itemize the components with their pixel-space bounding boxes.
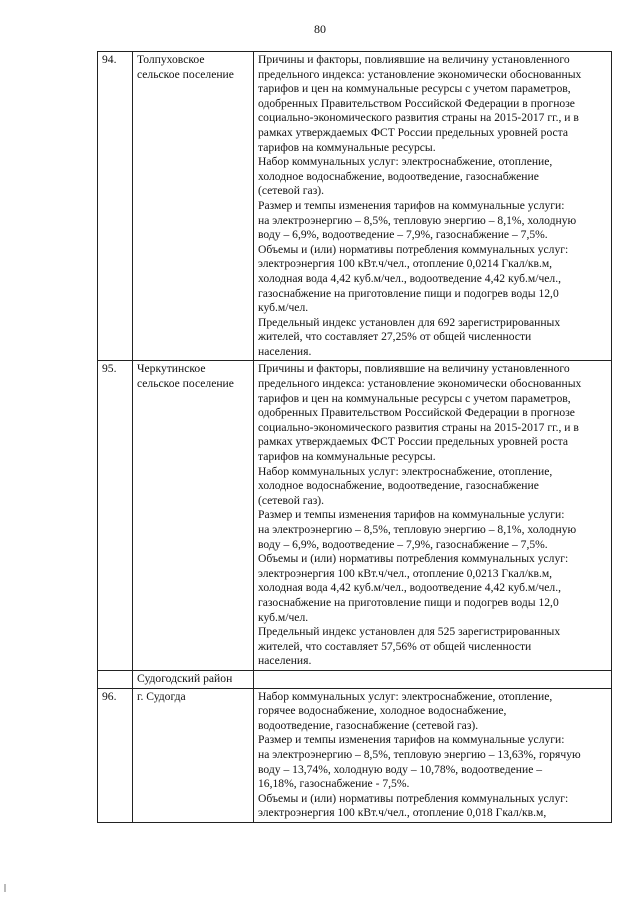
table-row (98, 688, 612, 822)
description-line: Размер и темпы изменения тарифов на коммунальные услуги: (258, 508, 565, 522)
description-line: куб.м/чел. (258, 610, 309, 624)
cell-number (98, 670, 133, 688)
section-row (98, 670, 612, 688)
settlement-name-line: Черкутинское (137, 362, 206, 376)
description-line: рамках утверждаемых ФСТ России предельных уровней роста (258, 125, 569, 139)
description-paragraph (258, 465, 609, 509)
description-line: 16,18%, газоснабжение - 7,5%. (258, 777, 410, 791)
description-line: социально-экономического развития страны на 2015-2017 гг., и в (258, 111, 579, 125)
description-line: газоснабжение на приготовление пищи и подогрев воды 12,0 (258, 286, 559, 300)
description-line: социально-экономического развития страны на 2015-2017 гг., и в (258, 420, 579, 434)
table-row (98, 361, 612, 670)
description-paragraph (258, 625, 609, 669)
description-line: тарифов и цен на коммунальные ресурсы с учетом параметров, (258, 82, 571, 96)
description-line: на электроэнергию – 8,5%, тепловую энергию – 8,1%, холодную (258, 213, 577, 227)
tariff-table (97, 51, 612, 823)
description-line: на электроэнергию – 8,5%, тепловую энергию – 8,1%, холодную (258, 523, 577, 536)
description-line: одобренных Правительством Российской Федерации в прогнозе (258, 406, 575, 420)
scan-edge-mark (4, 884, 6, 892)
description-paragraph (258, 792, 609, 821)
row-number: 94. (98, 52, 133, 361)
description-paragraph (258, 552, 609, 625)
description-line: Объемы и (или) нормативы потребления коммунальных услуг: (258, 791, 569, 805)
description-line: населения. (258, 344, 312, 358)
description-line: Предельный индекс установлен для 692 зарегистрированных (258, 315, 561, 329)
description-line: населения. (258, 654, 312, 668)
table-body (98, 52, 612, 823)
description-line: одобренных Правительством Российской Федерации в прогнозе (258, 96, 575, 110)
description-line: тарифов на коммунальные ресурсы. (258, 140, 436, 154)
cell-description (254, 670, 612, 688)
row-number: 96. (98, 688, 133, 822)
description-line: Размер и темпы изменения тарифов на коммунальные услуги: (258, 733, 565, 747)
description-line: холодное водоснабжение, водоотведение, газоснабжение (258, 169, 539, 183)
description-line: (сетевой газ). (258, 184, 325, 198)
description-line: Предельный индекс установлен для 525 зарегистрированных (258, 625, 561, 639)
description-line: рамках утверждаемых ФСТ России предельных уровней роста (258, 435, 569, 449)
description-line: Набор коммунальных услуг: электроснабжение, отопление, (258, 155, 553, 169)
description-line: тарифов на коммунальные ресурсы. (258, 450, 436, 464)
settlement-name (133, 688, 254, 822)
description-line: воду – 13,74%, холодную воду – 10,78%, водоотведение – (258, 762, 543, 776)
settlement-description (254, 688, 612, 822)
description-paragraph (258, 733, 609, 791)
settlement-name-line: сельское поселение (137, 377, 234, 391)
description-paragraph (258, 199, 609, 243)
description-line: Объемы и (или) нормативы потребления коммунальных услуг: (258, 242, 569, 256)
description-paragraph (258, 53, 609, 155)
row-number: 95. (98, 361, 133, 670)
description-line: водоотведение, газоснабжение (сетевой газ). (258, 718, 479, 732)
description-line: Причины и факторы, повлиявшие на величину установленного (258, 362, 570, 376)
description-line: воду – 6,9%, водоотведение – 7,9%, газоснабжение – 7,5%. (258, 228, 548, 242)
description-line: жителей, что составляет 57,56% от общей численности (258, 639, 532, 653)
description-line: Размер и темпы изменения тарифов на коммунальные услуги: (258, 198, 565, 212)
description-line: воду – 6,9%, водоотведение – 7,9%, газоснабжение – 7,5%. (258, 537, 548, 551)
description-line: Набор коммунальных услуг: электроснабжение, отопление, (258, 689, 553, 703)
description-line: холодная вода 4,42 куб.м/чел., водоотведение 4,42 куб.м/чел., (258, 581, 562, 595)
description-line: жителей, что составляет 27,25% от общей численности (258, 330, 532, 344)
description-paragraph (258, 362, 609, 464)
description-line: газоснабжение на приготовление пищи и подогрев воды 12,0 (258, 595, 559, 609)
description-line: горячее водоснабжение, холодное водоснабжение, (258, 704, 507, 718)
settlement-name (133, 52, 254, 361)
settlement-description (254, 52, 612, 361)
description-line: электроэнергия 100 кВт.ч/чел., отопление 0,018 Гкал/кв.м, (258, 806, 547, 820)
description-line: холодное водоснабжение, водоотведение, газоснабжение (258, 479, 539, 493)
description-line: куб.м/чел. (258, 301, 309, 315)
description-paragraph (258, 243, 609, 316)
section-title: Судогодский район (133, 670, 254, 688)
description-line: (сетевой газ). (258, 493, 325, 507)
description-line: Причины и факторы, повлиявшие на величину установленного (258, 53, 570, 66)
description-line: предельного индекса: установление экономически обоснованных (258, 67, 582, 81)
table-row (98, 52, 612, 361)
settlement-name (133, 361, 254, 670)
description-line: Набор коммунальных услуг: электроснабжение, отопление, (258, 464, 553, 478)
description-paragraph (258, 155, 609, 199)
description-line: предельного индекса: установление экономически обоснованных (258, 377, 582, 391)
description-paragraph (258, 316, 609, 360)
description-line: тарифов и цен на коммунальные ресурсы с учетом параметров, (258, 391, 571, 405)
page-number: 80 (314, 22, 326, 36)
description-line: электроэнергия 100 кВт.ч/чел., отопление 0,0214 Гкал/кв.м, (258, 257, 553, 271)
description-line: на электроэнергию – 8,5%, тепловую энергию – 13,63%, горячую (258, 747, 581, 761)
settlement-description (254, 361, 612, 670)
description-line: электроэнергия 100 кВт.ч/чел., отопление 0,0213 Гкал/кв.м, (258, 566, 553, 580)
description-line: холодная вода 4,42 куб.м/чел., водоотведение 4,42 куб.м/чел., (258, 271, 562, 285)
description-paragraph (258, 690, 609, 734)
settlement-name-line: г. Судогда (137, 689, 186, 703)
settlement-name-line: Толпуховское (137, 53, 205, 66)
settlement-name-line: сельское поселение (137, 67, 234, 81)
description-line: Объемы и (или) нормативы потребления коммунальных услуг: (258, 552, 569, 566)
description-paragraph (258, 508, 609, 552)
